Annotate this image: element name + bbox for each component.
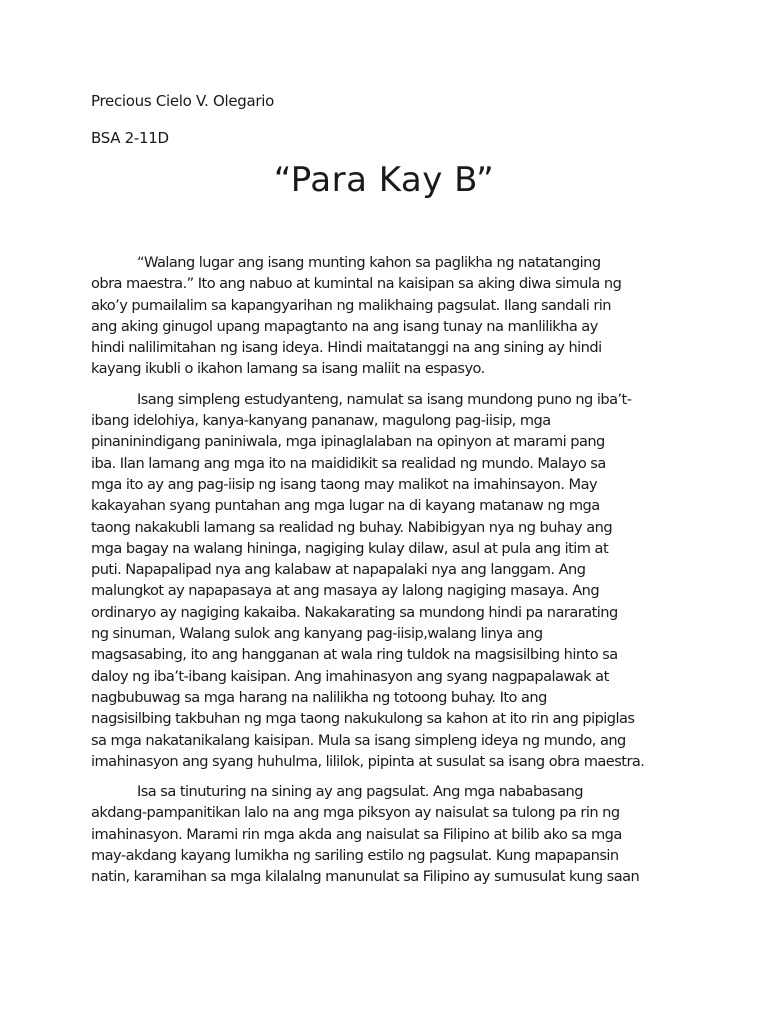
paragraph-line: mga bagay na walang hininga, nagiging kulay dilaw, asul at pula ang itim at: [91, 539, 609, 557]
paragraph-line: daloy ng iba’t-ibang kaisipan. Ang imahinasyon ang syang nagpapalawak at: [91, 667, 609, 685]
paragraph-line: obra maestra.” Ito ang nabuo at kumintal na kaisipan sa aking diwa simula ng: [91, 275, 622, 293]
paragraph-line: ng sinuman, Walang sulok ang kanyang pag-iisip,walang linya ang: [91, 625, 543, 643]
paragraph-line: hindi nalilimitahan ng isang ideya. Hindi maitatanggi na ang sining ay hindi: [91, 339, 602, 357]
paragraph-line: iba. Ilan lamang ang mga ito na maididikit sa realidad ng mundo. Malayo sa: [91, 454, 606, 472]
paragraph-line: ibang idelohiya, kanya-kanyang pananaw, magulong pag-iisip, mga: [91, 412, 551, 430]
paragraph-line: imahinasyon ang syang huhulma, lililok, pipinta at susulat sa isang obra maestra.: [91, 752, 645, 770]
paragraph-line: may-akdang kayang lumikha ng sariling estilo ng pagsulat. Kung mapapansin: [91, 847, 619, 865]
author-name: Precious Cielo V. Olegario: [91, 92, 275, 110]
paragraph-line: natin, karamihan sa mga kilalalng manunulat sa Filipino ay sumusulat kung saan: [91, 868, 640, 886]
paragraph-line: Isa sa tinuturing na sining ay ang pagsulat. Ang mga nababasang: [137, 783, 583, 801]
class-section: BSA 2-11D: [91, 129, 169, 147]
paragraph-line: taong nakakubli lamang sa realidad ng buhay. Nabibigyan nya ng buhay ang: [91, 518, 613, 536]
paragraph-line: ako’y pumailalim sa kapangyarihan ng malikhaing pagsulat. Ilang sandali rin: [91, 296, 612, 314]
paragraph-line: puti. Napapalipad nya ang kalabaw at napapalaki nya ang langgam. Ang: [91, 561, 586, 579]
body-paragraph: [91, 252, 691, 380]
paragraph-line: kakayahan syang puntahan ang mga lugar na di kayang matanaw ng mga: [91, 497, 600, 515]
paragraph-line: sa mga nakatanikalang kaisipan. Mula sa isang simpleng ideya ng mundo, ang: [91, 731, 626, 749]
paragraph-line: ordinaryo ay nagiging kakaiba. Nakakarating sa mundong hindi pa nararating: [91, 603, 618, 621]
paragraph-line: nagsisilbing takbuhan ng mga taong nakukulong sa kahon at ito rin ang pipiglas: [91, 710, 635, 728]
essay-title: “Para Kay B”: [273, 160, 495, 200]
body-paragraph: [91, 389, 691, 772]
paragraph-line: Isang simpleng estudyanteng, namulat sa isang mundong puno ng iba’t-: [137, 390, 632, 408]
paragraph-line: “Walang lugar ang isang munting kahon sa paglikha ng natatanging: [137, 254, 601, 271]
paragraph-line: akdang-pampanitikan lalo na ang mga piksyon ay naisulat sa tulong pa rin ng: [91, 804, 620, 822]
paragraph-line: malungkot ay napapasaya at ang masaya ay lalong nagiging masaya. Ang: [91, 582, 600, 600]
paragraph-line: ang aking ginugol upang mapagtanto na ang isang tunay na manlilikha ay: [91, 317, 598, 335]
essay-body: [91, 252, 691, 897]
paragraph-line: magsasabing, ito ang hangganan at wala ring tuldok na magsisilbing hinto sa: [91, 646, 618, 664]
paragraph-line: nagbubuwag sa mga harang na nalilikha ng totoong buhay. Ito ang: [91, 688, 547, 706]
paragraph-line: mga ito ay ang pag-iisip ng isang taong may malikot na imahinsayon. May: [91, 475, 598, 493]
paragraph-line: kayang ikubli o ikahon lamang sa isang maliit na espasyo.: [91, 360, 485, 378]
body-paragraph: [91, 781, 691, 887]
paragraph-line: pinaninindigang paniniwala, mga ipinaglalaban na opinyon at marami pang: [91, 433, 605, 451]
paragraph-line: imahinasyon. Marami rin mga akda ang naisulat sa Filipino at bilib ako sa mga: [91, 825, 622, 843]
